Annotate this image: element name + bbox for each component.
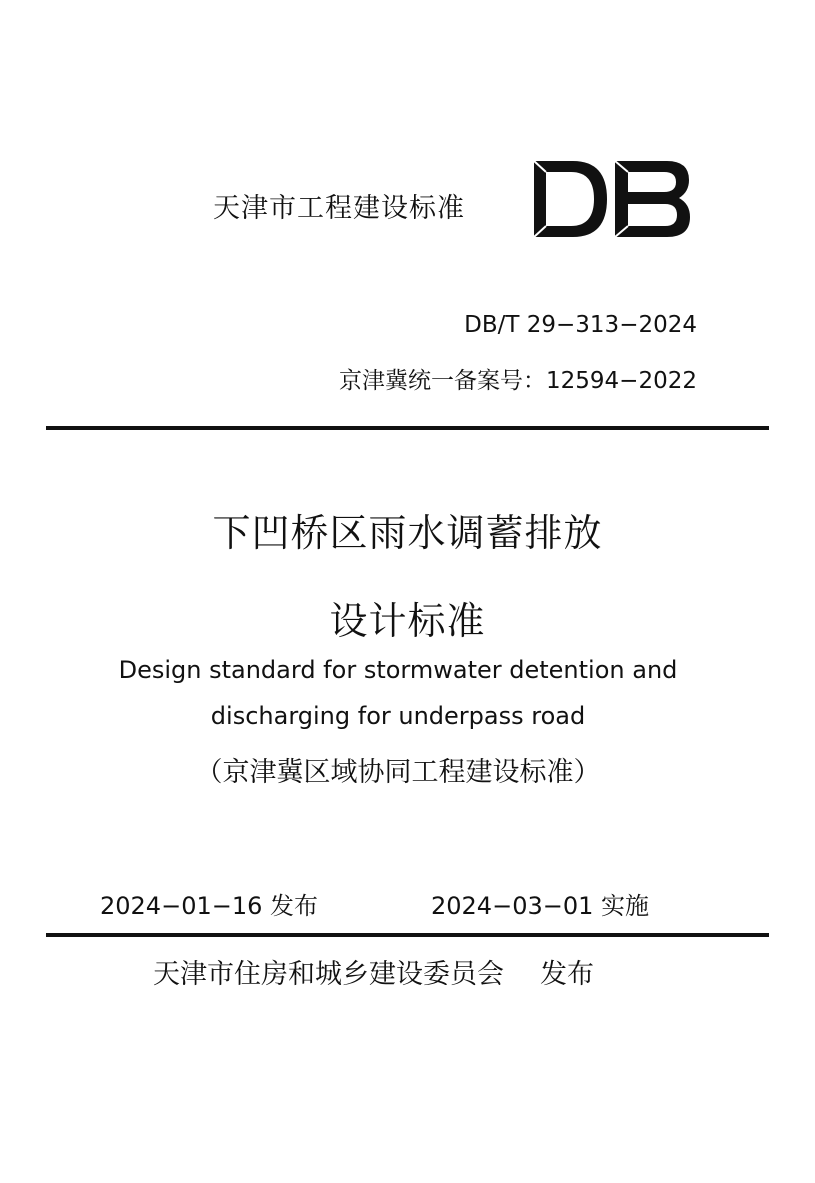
publisher-name: 天津市住房和城乡建设委员会 bbox=[153, 959, 504, 990]
bottom-divider bbox=[46, 933, 769, 937]
title-cn-line1: 下凹桥区雨水调蓄排放 bbox=[212, 511, 603, 555]
publisher-line bbox=[153, 952, 594, 991]
top-divider bbox=[46, 426, 769, 430]
issue-date: 2024−01−16 发布 bbox=[100, 892, 319, 920]
title-en-line1: Design standard for stormwater detention and bbox=[118, 656, 678, 684]
region-note: （京津冀区域协同工程建设标准） bbox=[195, 757, 601, 788]
title-cn-line2: 设计标准 bbox=[329, 599, 486, 643]
title-en-line2: discharging for underpass road bbox=[210, 702, 586, 730]
standard-series-label: 天津市工程建设标准 bbox=[213, 193, 465, 224]
publisher-action: 发布 bbox=[540, 959, 594, 990]
filing-number: 京津冀统一备案号：12594−2022 bbox=[339, 368, 697, 394]
standard-number: DB/T 29−313−2024 bbox=[464, 312, 697, 338]
implementation-date: 2024−03−01 实施 bbox=[431, 892, 650, 920]
db-logo bbox=[531, 158, 693, 240]
